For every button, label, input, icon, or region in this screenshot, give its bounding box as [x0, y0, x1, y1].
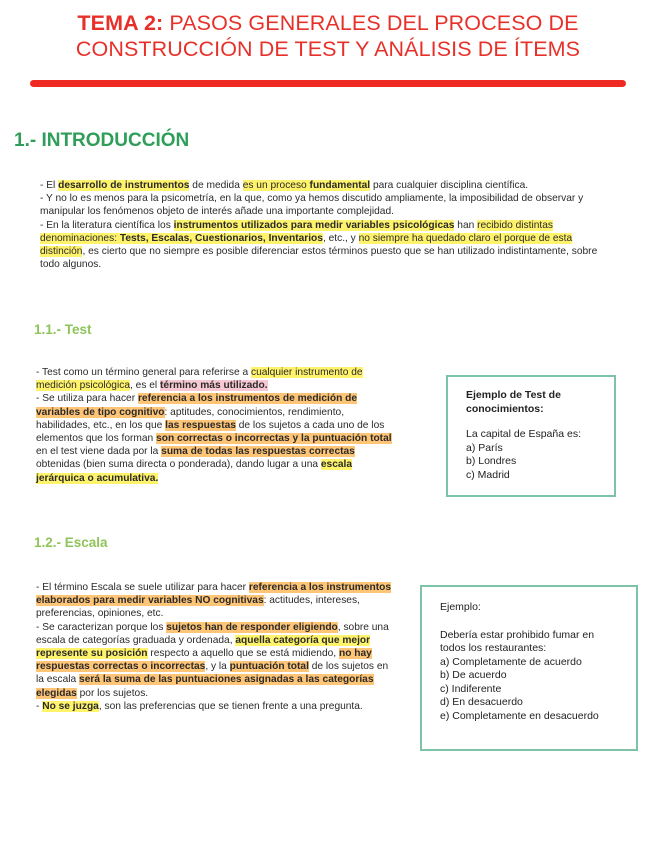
scale-example-box [420, 585, 638, 751]
intro-paragraph-2: - Y no lo es menos para la psicometría, en la que, como ya hemos discutido ampliamente, la imposibilidad de observar y manipular los fenómenos objeto de interés añade una importante complejidad. [40, 193, 584, 218]
scale-paragraph-1: - El término Escala se suele utilizar para hacer referencia a los instrumentos elaborados para medir variables NO cognitivas: actitudes, intereses, preferencias, opiniones, etc. [36, 582, 392, 620]
title-prefix: TEMA 2: [77, 11, 164, 35]
subsection-heading-test: 1.1.- Test [34, 322, 92, 337]
intro-paragraph-1: - El desarrollo de instrumentos de medida es un proceso fundamental para cualquier disciplina científica. [40, 180, 529, 191]
scale-body [36, 581, 396, 713]
title-line-1 [0, 10, 656, 36]
scale-paragraph-2: - Se caracterizan porque los sujetos han de responder eligiendo, sobre una escala de categorías graduada y ordenada, aquella categoría que mejor represente su posición respecto a aquello que se está midiendo, no hay respuestas correctas o incorrectas, y la puntuación total de los sujetos en la escala será la suma de las puntuaciones asignadas a las categorías elegidas por los sujetos. [36, 621, 389, 699]
test-paragraph-2: - Se utiliza para hacer referencia a los instrumentos de medición de variables de tipo cognitivo: aptitudes, conocimientos, rendimiento, habilidades, etc., en los que las respuestas de los sujetos a cada uno de los elementos que los forman son correctas o incorrectas y la puntuación total en el test viene dada por la suma de todas las respuestas correctas obtenidas (bien suma directa o ponderada), dando lugar a una escala jerárquica o acumulativa. [36, 393, 392, 484]
test-option: a) París [466, 441, 503, 454]
scale-option: b) De acuerdo [440, 669, 507, 681]
scale-paragraph-3: - No se juzga, son las preferencias que se tienen frente a una pregunta. [36, 700, 363, 712]
test-example-title: Ejemplo de Test de conocimientos: [466, 389, 561, 415]
scale-option: a) Completamente de acuerdo [440, 655, 582, 668]
section-heading-introduccion: 1.- INTRODUCCIÓN [14, 130, 190, 151]
test-option: b) Londres [466, 455, 517, 467]
test-example-box [446, 375, 616, 497]
test-body [36, 366, 392, 485]
title-underline [30, 80, 626, 87]
scale-example-question: Debería estar prohibido fumar en todos los restaurantes: [440, 628, 595, 654]
scale-example-options [440, 656, 622, 724]
test-option: c) Madrid [466, 468, 510, 481]
intro-body [40, 179, 612, 271]
title-line1-rest: PASOS GENERALES DEL PROCESO DE [163, 11, 579, 35]
scale-option: d) En desacuerdo [440, 696, 523, 708]
test-paragraph-1: - Test como un término general para referirse a cualquier instrumento de medición psicológica, es el término más utilizado. [36, 367, 363, 392]
test-example-question: La capital de España es: [466, 428, 581, 440]
scale-example-title: Ejemplo: [440, 601, 481, 613]
test-example-options [466, 442, 600, 483]
title-line-2: CONSTRUCCIÓN DE TEST Y ANÁLISIS DE ÍTEMS [75, 37, 581, 61]
subsection-heading-escala: 1.2.- Escala [34, 535, 108, 550]
scale-option: e) Completamente en desacuerdo [440, 709, 599, 722]
page-title [0, 10, 656, 62]
intro-paragraph-3: - En la literatura científica los instrumentos utilizados para medir variables psicológicas han recibido distintas denominaciones: Tests, Escalas, Cuestionarios, Inventarios, etc., y no siempre ha quedado claro el porque de esta distinción, es cierto que no siempre es posible diferenciar estos términos puesto que se han utilizado indistintamente, sobre todo algunos. [40, 219, 598, 271]
scale-option: c) Indiferente [440, 682, 502, 695]
